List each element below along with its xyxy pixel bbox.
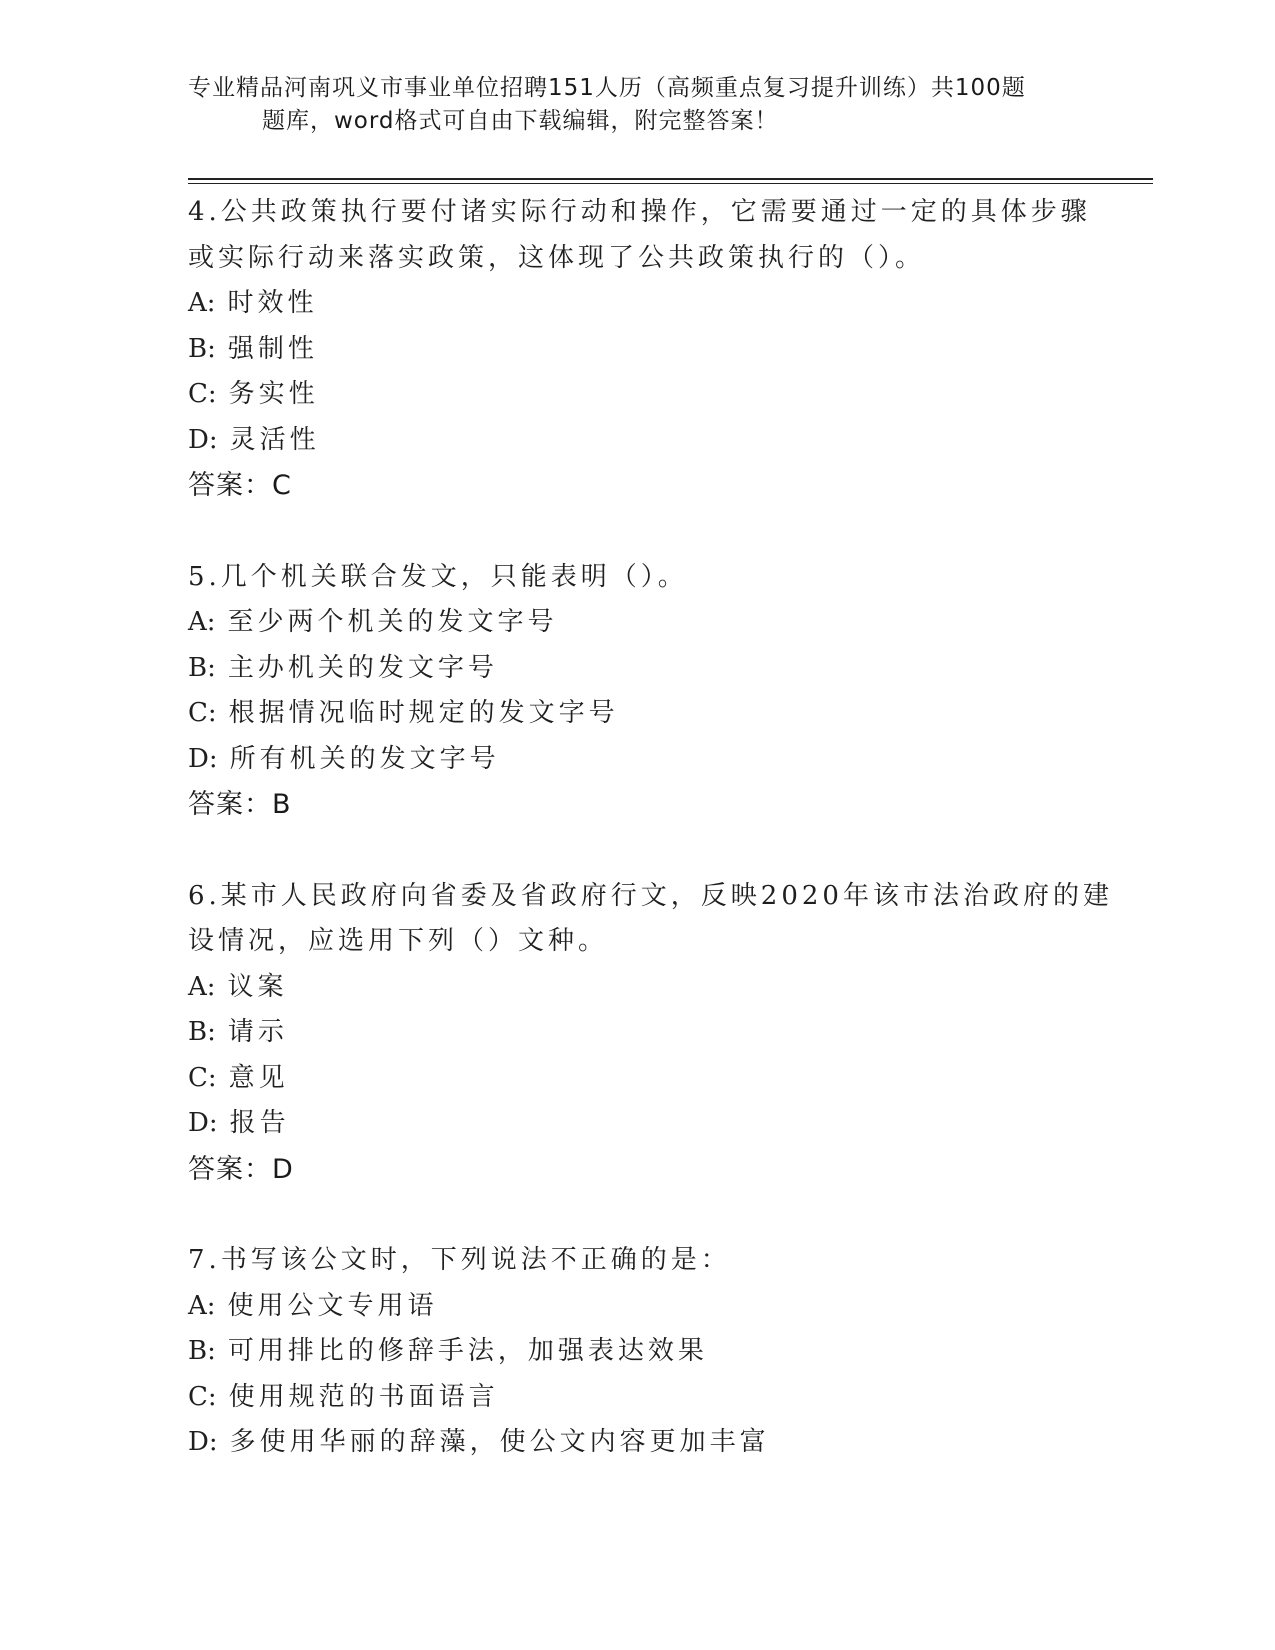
option-text: 时效性 — [227, 288, 318, 318]
option-text: 意见 — [228, 1062, 289, 1093]
option-b — [188, 327, 1108, 373]
option-d — [188, 1101, 1108, 1147]
option-d — [188, 737, 1108, 783]
option-key: D: — [188, 424, 218, 455]
option-key: D: — [188, 1108, 218, 1138]
option-key: D: — [188, 743, 218, 774]
option-key: C: — [188, 1062, 217, 1093]
question-list — [188, 190, 1113, 1512]
option-key: B: — [188, 1336, 216, 1366]
option-key: B: — [188, 1017, 216, 1047]
question-text-line: 6.某市人民政府向省委及省政府行文，反映2020年该市法治政府的建 — [188, 880, 1113, 911]
option-a — [188, 600, 1108, 646]
option-c — [188, 691, 1108, 737]
document-header — [188, 72, 1068, 138]
option-text: 使用规范的书面语言 — [228, 1381, 499, 1412]
option-key: B: — [188, 333, 216, 364]
option-b — [188, 1010, 1108, 1056]
option-text: 主办机关的发文字号 — [227, 652, 498, 683]
option-c — [188, 1056, 1108, 1102]
option-key: C: — [188, 379, 217, 409]
answer-line: 答案：B — [188, 789, 292, 820]
answer-line: 答案：C — [188, 470, 292, 501]
question-5 — [188, 555, 1108, 828]
option-a — [188, 281, 1108, 327]
option-text: 使用公文专用语 — [227, 1290, 438, 1321]
option-text: 请示 — [227, 1017, 288, 1047]
question-4 — [188, 190, 1108, 509]
option-d — [188, 1420, 1108, 1466]
option-text: 报告 — [229, 1108, 290, 1138]
option-text: 议案 — [227, 971, 288, 1002]
option-key: D: — [188, 1427, 218, 1457]
option-key: A: — [188, 288, 216, 318]
option-key: A: — [188, 971, 216, 1002]
header-title-line-2: 题库，word格式可自由下载编辑，附完整答案！ — [262, 108, 779, 134]
header-title-line-1: 专业精品河南巩义市事业单位招聘151人历（高频重点复习提升训练）共100题 — [188, 75, 1026, 101]
option-c — [188, 1375, 1108, 1421]
option-d — [188, 418, 1108, 464]
question-6 — [188, 874, 1113, 1193]
option-text: 多使用华丽的辞藻，使公文内容更加丰富 — [229, 1427, 770, 1457]
header-divider-thick — [188, 178, 1153, 180]
option-key: C: — [188, 1381, 217, 1412]
question-text-line: 4.公共政策执行要付诸实际行动和操作，它需要通过一定的具体步骤 — [188, 197, 1091, 227]
question-text-line: 7.书写该公文时，下列说法不正确的是： — [188, 1245, 731, 1275]
option-key: C: — [188, 698, 217, 728]
option-c — [188, 372, 1108, 418]
question-text-line: 设情况，应选用下列（）文种。 — [188, 926, 609, 956]
option-text: 根据情况临时规定的发文字号 — [228, 698, 619, 728]
option-key: A: — [188, 607, 216, 637]
option-b — [188, 1329, 1108, 1375]
option-text: 强制性 — [227, 333, 318, 364]
question-text-line: 5.几个机关联合发文，只能表明（）。 — [188, 561, 688, 592]
option-text: 可用排比的修辞手法，加强表达效果 — [227, 1336, 708, 1366]
option-a — [188, 1284, 1108, 1330]
option-text: 至少两个机关的发文字号 — [227, 607, 558, 637]
option-text: 务实性 — [228, 379, 319, 409]
answer-line: 答案：D — [188, 1153, 294, 1185]
header-divider-thin — [188, 183, 1153, 184]
option-key: A: — [188, 1290, 216, 1321]
option-text: 所有机关的发文字号 — [229, 743, 500, 774]
question-7 — [188, 1238, 1108, 1466]
option-text: 灵活性 — [229, 424, 320, 455]
option-key: B: — [188, 652, 216, 683]
option-b — [188, 646, 1108, 692]
question-text-line: 或实际行动来落实政策，这体现了公共政策执行的（）。 — [188, 242, 926, 273]
option-a — [188, 965, 1108, 1011]
